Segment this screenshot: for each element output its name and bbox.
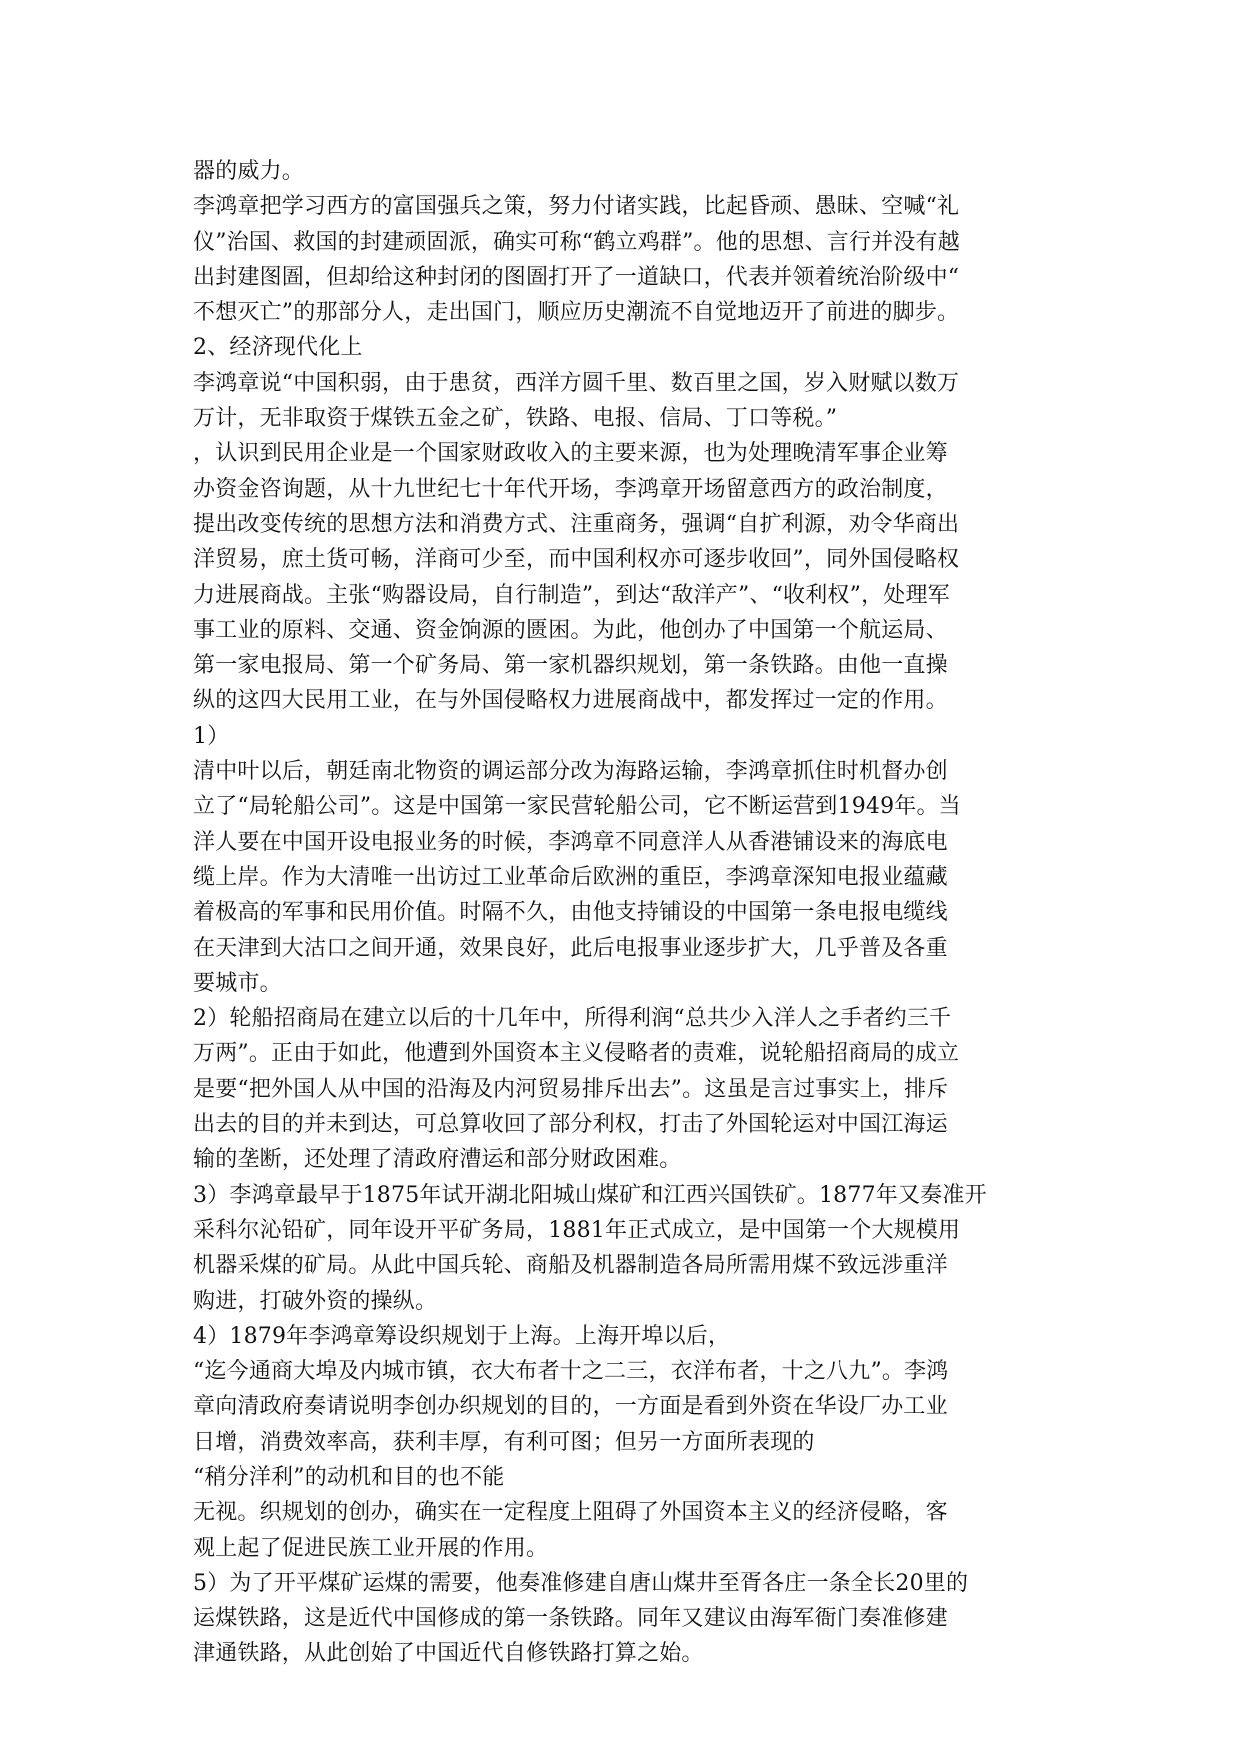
text-line: 出去的目的并未到达，可总算收回了部分利权，打击了外国轮运对中国江海运 xyxy=(193,1112,948,1138)
text-line: 是要“把外国人从中国的沿海及内河贸易排斥出去”。这虽是言过事实上，排斥 xyxy=(193,1076,949,1102)
text-line: 采科尔沁铅矿，同年设开平矿务局，1881年正式成立，是中国第一个大规模用 xyxy=(193,1217,961,1243)
text-line: 运煤铁路，这是近代中国修成的第一条铁路。同年又建议由海军衙门奏准修建 xyxy=(193,1606,948,1632)
text-line: “迄今通商大埠及内城市镇，衣大布者十之二三，衣洋布者，十之八九”。李鸿 xyxy=(193,1359,949,1385)
text-line: 观上起了促进民族工业开展的作用。 xyxy=(193,1535,549,1561)
text-line: 3）李鸿章最早于1875年试开湖北阳城山煤矿和江西兴国铁矿。1877年又奏准开 xyxy=(193,1182,987,1208)
text-line: 洋贸易，庶土货可畅，洋商可少至，而中国利权亦可逐步收回”，同外国侵略权 xyxy=(193,547,960,573)
text-line: 章向清政府奏请说明李创办织规划的目的，一方面是看到外资在华设厂办工业 xyxy=(193,1394,948,1420)
text-line: 第一家电报局、第一个矿务局、第一家机器织规划，第一条铁路。由他一直操 xyxy=(193,653,948,679)
text-line: 清中叶以后，朝廷南北物资的调运部分改为海路运输，李鸿章抓住时机督办创 xyxy=(193,759,948,785)
text-line: “稍分洋利”的动机和目的也不能 xyxy=(193,1464,505,1490)
text-line: 李鸿章把学习西方的富国强兵之策，努力付诸实践，比起昏顽、愚昧、空喊“礼 xyxy=(193,194,960,220)
text-line: 李鸿章说“中国积弱，由于患贫，西洋方圆千里、数百里之国，岁入财赋以数万 xyxy=(193,370,960,396)
text-line: 纵的这四大民用工业，在与外国侵略权力进展商战中，都发挥过一定的作用。 xyxy=(193,688,948,714)
text-line: 器的威力。 xyxy=(193,159,305,184)
text-line: 津通铁路，从此创始了中国近代自修铁路打算之始。 xyxy=(193,1641,704,1667)
body-text xyxy=(193,154,1053,1672)
list-marker: 1） xyxy=(193,723,230,749)
text-line: 万计，无非取资于煤铁五金之矿，铁路、电报、信局、丁口等税。” xyxy=(193,406,838,432)
text-line: 万两”。正由于如此，他遭到外国资本主义侵略者的责难，说轮船招商局的成立 xyxy=(193,1041,960,1067)
text-line: 洋人要在中国开设电报业务的时候，李鸿章不同意洋人从香港铺设来的海底电 xyxy=(193,829,948,855)
text-line: 缆上岸。作为大清唯一出访过工业革命后欧洲的重臣，李鸿章深知电报业蕴藏 xyxy=(193,864,948,890)
text-line: ，认识到民用企业是一个国家财政收入的主要来源，也为处理晚清军事企业筹 xyxy=(193,441,948,467)
text-line: 输的垄断，还处理了清政府漕运和部分财政困难。 xyxy=(193,1147,682,1173)
text-line: 事工业的原料、交通、资金饷源的匮困。为此，他创办了中国第一个航运局、 xyxy=(193,617,948,643)
section-heading: 2、经济现代化上 xyxy=(193,335,363,361)
text-line: 购进，打破外资的操纵。 xyxy=(193,1288,438,1314)
text-line: 办资金咨询题，从十九世纪七十年代开场，李鸿章开场留意西方的政治制度， xyxy=(193,476,948,502)
text-line: 要城市。 xyxy=(193,970,282,996)
text-line: 在天津到大沽口之间开通，效果良好，此后电报事业逐步扩大，几乎普及各重 xyxy=(193,935,948,961)
text-line: 2）轮船招商局在建立以后的十几年中，所得利润“总共少入洋人之手者约三千 xyxy=(193,1006,952,1032)
text-line: 提出改变传统的思想方法和消费方式、注重商务，强调“自扩利源，劝令华商出 xyxy=(193,511,960,537)
text-line: 着极高的军事和民用价值。时隔不久，由他支持铺设的中国第一条电报电缆线 xyxy=(193,900,948,926)
text-line: 机器采煤的矿局。从此中国兵轮、商船及机器制造各局所需用煤不致远涉重洋 xyxy=(193,1253,948,1279)
text-line: 立了“局轮船公司”。这是中国第一家民营轮船公司，它不断运营到1949年。当 xyxy=(193,794,961,820)
text-line: 日增，消费效率高，获利丰厚，有利可图；但另一方面所表现的 xyxy=(193,1429,815,1455)
text-line: 不想灭亡”的那部分人，走出国门，顺应历史潮流不自觉地迈开了前进的脚步。 xyxy=(193,300,960,326)
text-line: 仪”治国、救国的封建顽固派，确实可称“鹤立鸡群”。他的思想、言行并没有越 xyxy=(193,229,960,255)
text-line: 4）1879年李鸿章筹设织规划于上海。上海开埠以后， xyxy=(193,1323,731,1349)
text-line: 出封建图圄，但却给这种封闭的图圄打开了一道缺口，代表并领着统治阶级中“ xyxy=(193,264,960,290)
text-line: 5）为了开平煤矿运煤的需要，他奏准修建自唐山煤井至胥各庄一条全长20里的 xyxy=(193,1570,969,1596)
text-line: 力进展商战。主张“购器设局，自行制造”，到达“敌洋产”、“收利权”，处理军 xyxy=(193,582,950,608)
text-line: 无视。织规划的创办，确实在一定程度上阻碍了外国资本主义的经济侵略，客 xyxy=(193,1500,948,1526)
